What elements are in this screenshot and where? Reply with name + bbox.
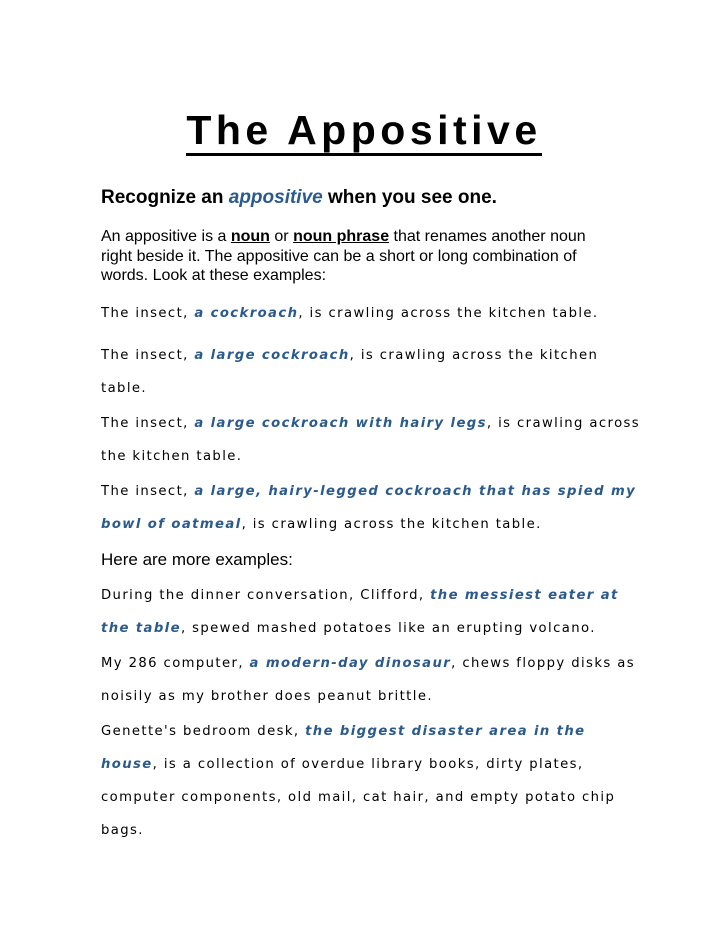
intro-paragraph: An appositive is a noun or noun phrase that renames another noun right beside it. The appositive can be a short or long combination of words. Look at these examples: xyxy=(101,228,586,284)
example-sentence: During the dinner conversation, Clifford, the messiest eater at the table, spewed mashed potatoes like an erupting volcano. xyxy=(101,588,619,636)
example-sentence: The insect, a cockroach, is crawling across the kitchen table. xyxy=(101,306,599,321)
appositive-highlight: a modern-day dinosaur xyxy=(249,656,452,671)
appositive-highlight: the messiest eater at the table xyxy=(101,588,619,636)
appositive-highlight: a large cockroach with hairy legs xyxy=(194,416,487,431)
more-examples-heading: Here are more examples: xyxy=(101,550,293,569)
appositive-highlight: the biggest disaster area in the house xyxy=(101,724,586,772)
example-sentence: My 286 computer, a modern-day dinosaur, chews floppy disks as noisily as my brother does peanut brittle. xyxy=(101,656,635,704)
appositive-highlight: a cockroach xyxy=(194,306,299,321)
appositive-highlight: a large, hairy-legged cockroach that has spied my bowl of oatmeal xyxy=(101,484,637,532)
appositive-term: appositive xyxy=(228,187,323,208)
appositive-highlight: a large cockroach xyxy=(194,348,350,363)
noun-phrase-term: noun phrase xyxy=(293,228,390,245)
example-sentence: Genette's bedroom desk, the biggest disaster area in the house, is a collection of overdue library books, dirty plates, computer components, old mail, cat hair, and empty potato chip bags. xyxy=(101,724,616,838)
section-subheading: Recognize an appositive when you see one. xyxy=(101,187,497,208)
example-sentence: The insect, a large cockroach, is crawling across the kitchen table. xyxy=(101,348,599,396)
page-title: The Appositive xyxy=(0,104,728,156)
example-sentence: The insect, a large, hairy-legged cockroach that has spied my bowl of oatmeal, is crawling across the kitchen table. xyxy=(101,484,637,532)
noun-term: noun xyxy=(230,228,270,245)
example-sentence: The insect, a large cockroach with hairy legs, is crawling across the kitchen table. xyxy=(101,416,641,464)
